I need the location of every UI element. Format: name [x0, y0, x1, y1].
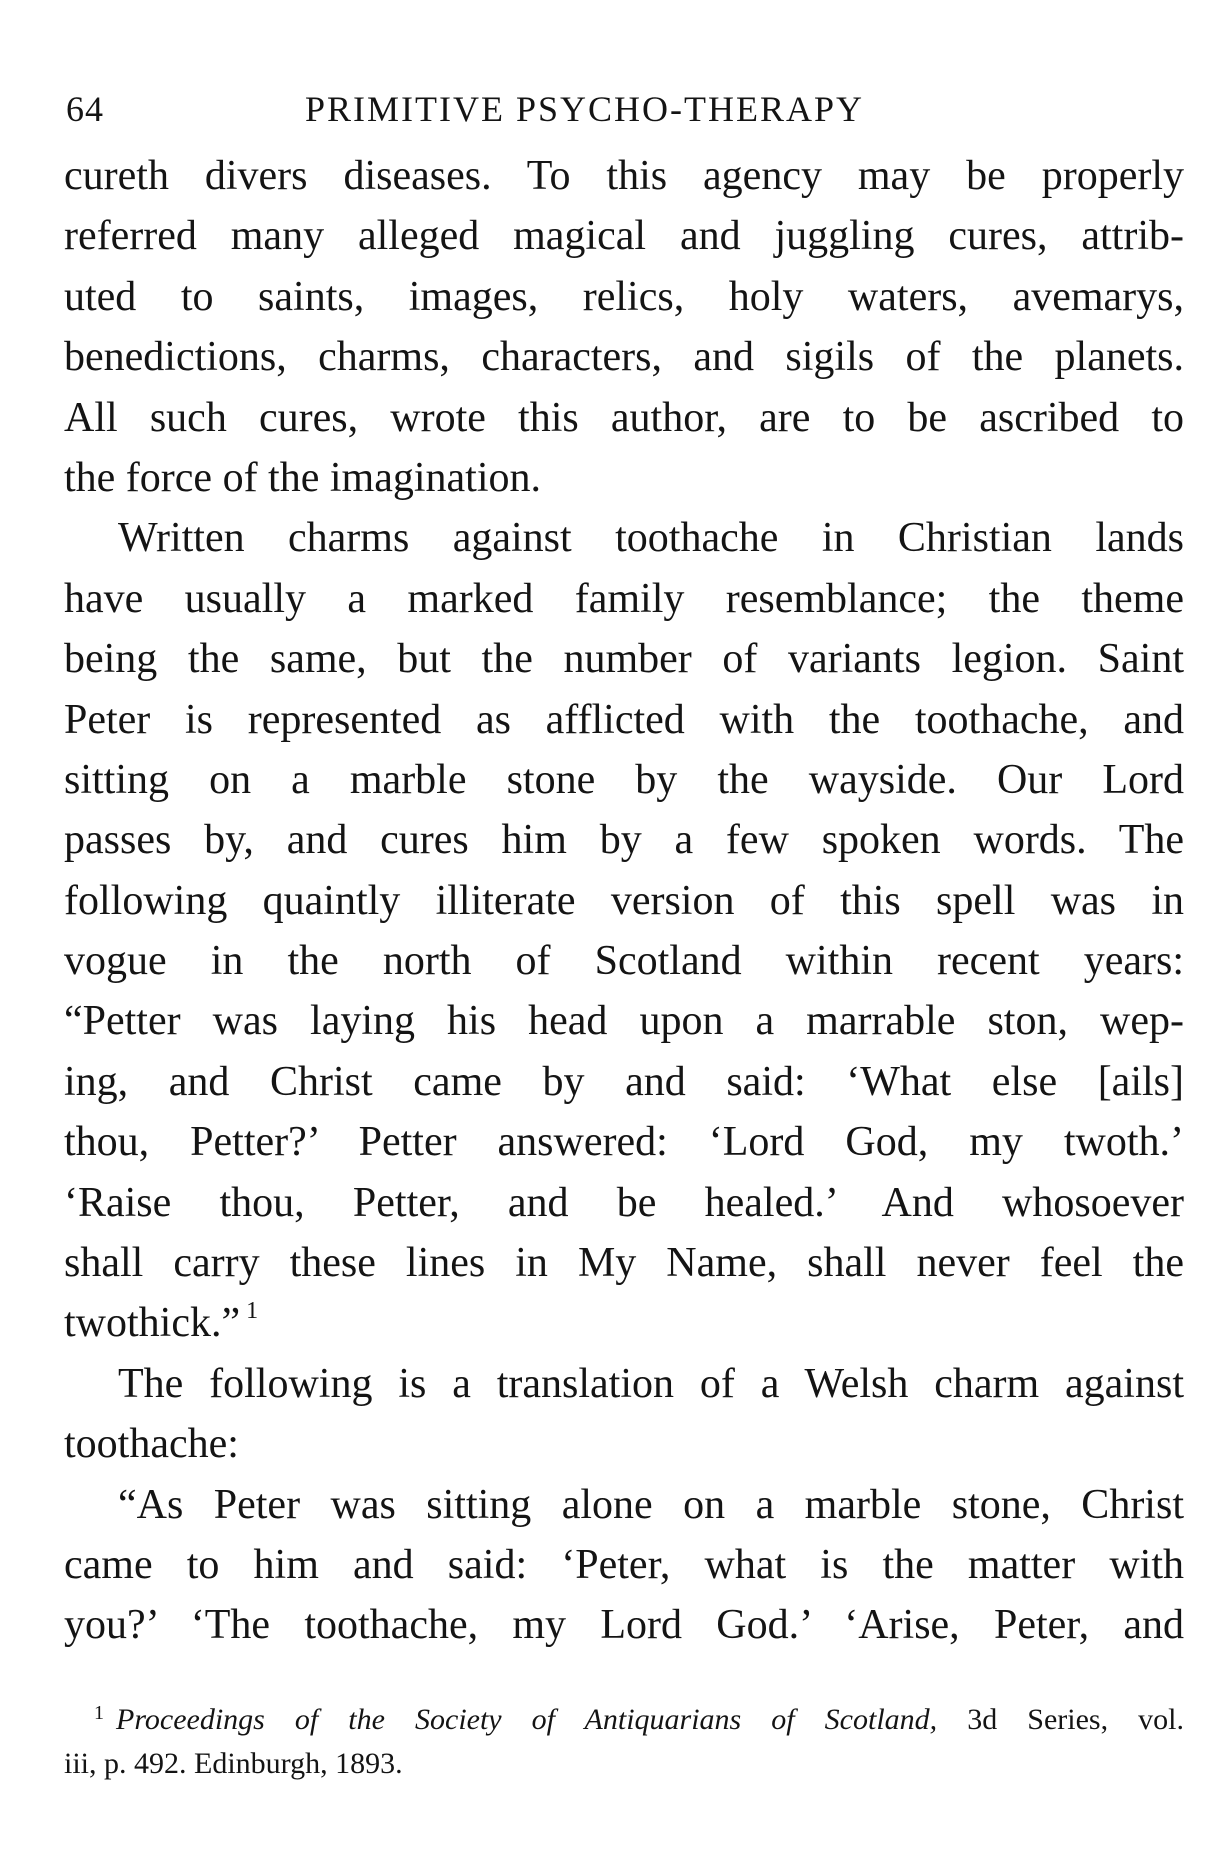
running-title: PRIMITIVE PSYCHO-THERAPY [305, 89, 865, 129]
running-head [66, 88, 1184, 136]
text-line: being the same, but the number of variants legion. Saint [64, 636, 1184, 683]
footnote-line: iii, p. 492. Edinburgh, 1893. [64, 1747, 403, 1780]
text-line: you?’ ‘The toothache, my Lord God.’ ‘Arise, Peter, and [64, 1602, 1184, 1649]
text-line: referred many alleged magical and juggling cures, attrib- [64, 213, 1184, 260]
text-line: ing, and Christ came by and said: ‘What else [ails] [64, 1058, 1184, 1105]
text-line: The following is a translation of a Welsh charm against [118, 1360, 1184, 1407]
text-line: benedictions, charms, characters, and sigils of the planets. [64, 334, 1184, 381]
footnote-source-title: Proceedings of the Society of Antiquarians of Scotland, [116, 1703, 938, 1736]
page-number: 64 [66, 89, 104, 129]
footnote-line [64, 1698, 1184, 1742]
text-line: vogue in the north of Scotland within recent years: [64, 938, 1184, 985]
text-line: have usually a marked family resemblance; the theme [64, 575, 1184, 622]
body-text [64, 146, 1184, 1656]
text-line: following quaintly illiterate version of this spell was in [64, 877, 1184, 924]
footnote-marker: 1 [94, 1702, 104, 1724]
text-line-content: twothick.” [64, 1300, 241, 1347]
text-line: the force of the imagination. [64, 454, 541, 501]
text-line: sitting on a marble stone by the wayside. Our Lord [64, 756, 1184, 803]
text-line: “As Peter was sitting alone on a marble stone, Christ [118, 1481, 1184, 1528]
footnote-reference: 1 [246, 1298, 259, 1325]
text-line: Peter is represented as afflicted with the toothache, and [64, 696, 1184, 743]
text-line: passes by, and cures him by a few spoken words. The [64, 817, 1184, 864]
text-line: cureth divers diseases. To this agency may be properly [64, 153, 1184, 199]
text-line: thou, Petter?’ Petter answered: ‘Lord God, my twoth.’ [64, 1119, 1184, 1166]
footnotes [64, 1698, 1184, 1786]
text-line: All such cures, wrote this author, are to be ascribed to [64, 394, 1184, 441]
text-line: came to him and said: ‘Peter, what is the matter with [64, 1541, 1184, 1588]
text-line: toothache: [64, 1421, 239, 1468]
text-line: “Petter was laying his head upon a marrable ston, wep- [64, 998, 1184, 1045]
text-line-with-footnote-ref [64, 1293, 1184, 1353]
footnote-series: 3d Series, vol. [937, 1703, 1184, 1736]
text-line: shall carry these lines in My Name, shall never feel the [64, 1240, 1184, 1287]
text-line: uted to saints, images, relics, holy waters, avemarys, [64, 273, 1184, 320]
text-line: ‘Raise thou, Petter, and be healed.’ And whosoever [64, 1179, 1184, 1226]
text-line: Written charms against toothache in Christian lands [118, 515, 1184, 562]
